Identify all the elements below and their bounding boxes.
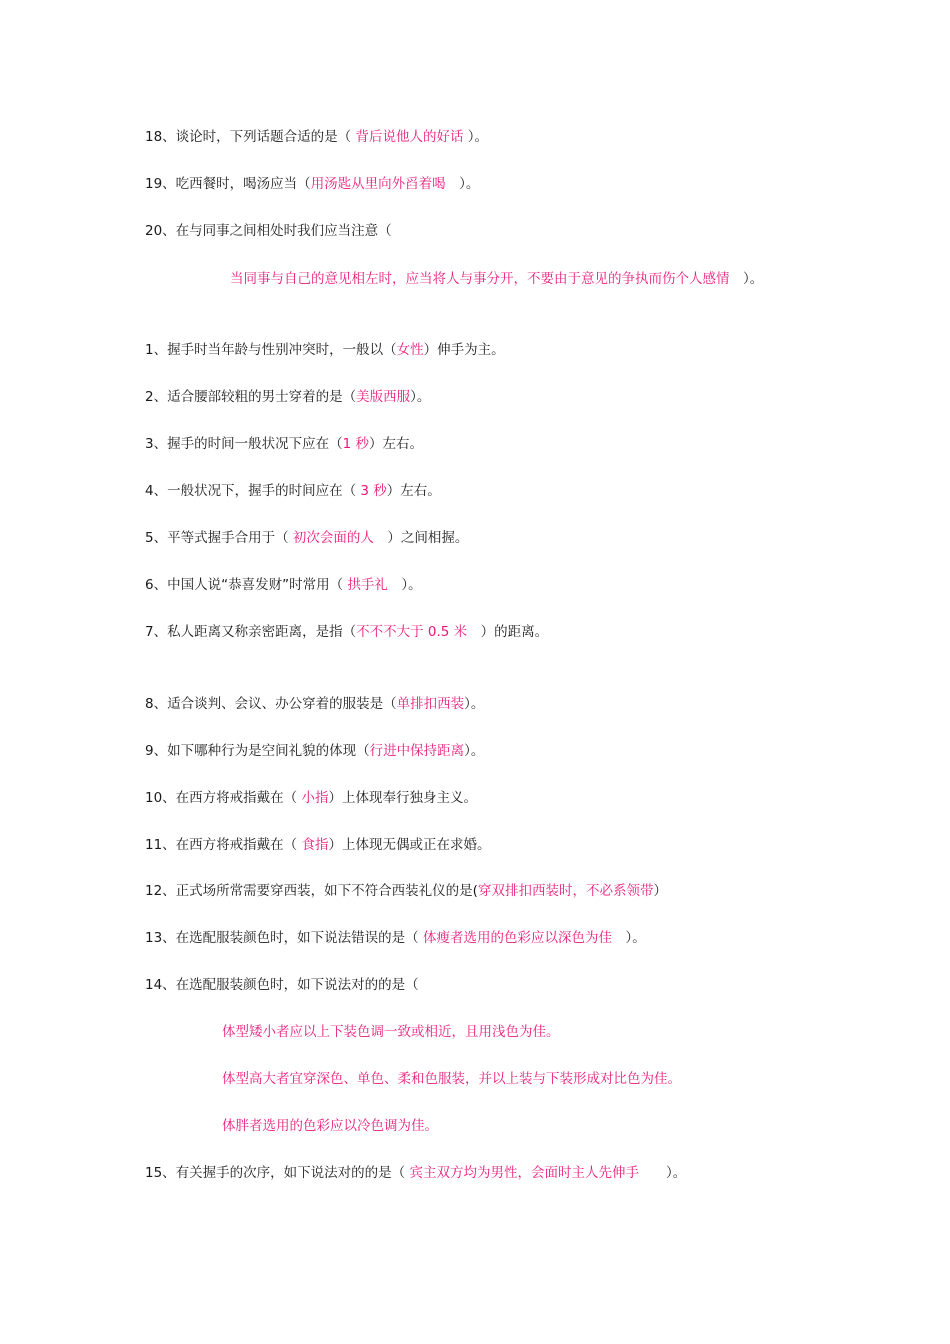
question-10: 10、在西方将戒指戴在（ 小指）上体现奉行独身主义。: [145, 790, 477, 806]
answer-20: 当同事与自己的意见相左时，应当将人与事分开，不要由于意见的争执而伤个人感情 ）。: [230, 271, 764, 287]
question-2: 2、适合腰部较粗的男士穿着的是（美版西服）。: [145, 389, 431, 405]
question-6: 6、中国人说“恭喜发财”时常用（ 拱手礼 ）。: [145, 577, 422, 593]
answer: 体型矮小者应以上下装色调一致或相近，且用浅色为佳。: [222, 1024, 560, 1040]
answer: 体胖者选用的色彩应以冷色调为佳。: [222, 1118, 438, 1134]
question-1: 1、握手时当年龄与性别冲突时，一般以（女性）伸手为主。: [145, 342, 505, 358]
answer: 美版西服: [356, 389, 411, 405]
question-3: 3、握手的时间一般状况下应在（1 秒）左右。: [145, 436, 423, 452]
question-8: 8、适合谈判、会议、办公穿着的服装是（单排扣西装）。: [145, 696, 485, 712]
answer: 宾主双方均为男性，会面时主人先伸手: [409, 1165, 639, 1181]
question-20: 20、在与同事之间相处时我们应当注意（: [145, 223, 392, 239]
answer: 小指: [301, 790, 329, 806]
answer: 背后说他人的好话: [355, 129, 464, 145]
question-7: 7、私人距离又称亲密距离，是指（不不不大于 0.5 米 ）的距离。: [145, 624, 549, 640]
question-15: 15、有关握手的次序，如下说法对的的是（ 宾主双方均为男性，会面时主人先伸手 ）。: [145, 1165, 687, 1181]
answer: 3 秒: [360, 483, 387, 499]
answer: 初次会面的人: [292, 530, 374, 546]
answer: 用汤匙从里向外舀着喝: [310, 176, 446, 192]
answer-14-b: [222, 1070, 681, 1088]
question-19: 19、吃西餐时，喝汤应当（用汤匙从里向外舀着喝 ）。: [145, 176, 480, 192]
answer: 食指: [301, 837, 329, 853]
question-12: 12、正式场所常需要穿西装，如下不符合西装礼仪的是(穿双排扣西装时，不必系领带）: [145, 883, 667, 899]
question-5: 5、平等式握手合用于（ 初次会面的人 ）之间相握。: [145, 530, 469, 546]
answer: 体型高大者宜穿深色、单色、柔和色服装，并以上装与下装形成对比色为佳。: [222, 1071, 681, 1087]
answer: 拱手礼: [347, 577, 388, 593]
question-18: 18、谈论时，下列话题合适的是（ 背后说他人的好话 ）。: [145, 129, 489, 145]
question-9: 9、如下哪种行为是空间礼貌的体现（行进中保持距离）。: [145, 743, 485, 759]
question-11: 11、在西方将戒指戴在（ 食指）上体现无偶或正在求婚。: [145, 837, 491, 853]
answer: 行进中保持距离: [369, 743, 465, 759]
answer-14-c: [222, 1117, 438, 1135]
answer: 当同事与自己的意见相左时，应当将人与事分开，不要由于意见的争执而伤个人感情: [230, 271, 730, 287]
answer-14-a: [222, 1023, 560, 1041]
answer: 穿双排扣西装时，不必系领带: [477, 883, 654, 899]
question-14: 14、在选配服装颜色时，如下说法对的的是（: [145, 977, 419, 993]
answer: 体瘦者选用的色彩应以深色为佳: [422, 930, 612, 946]
question-4: 4、一般状况下，握手的时间应在（ 3 秒）左右。: [145, 483, 441, 499]
question-13: 13、在选配服装颜色时，如下说法错误的是（ 体瘦者选用的色彩应以深色为佳 ）。: [145, 930, 646, 946]
answer: 单排扣西装: [396, 696, 465, 712]
answer: 不不不大于 0.5 米: [356, 624, 468, 640]
answer: 女性: [396, 342, 424, 358]
answer: 1 秒: [342, 436, 369, 452]
